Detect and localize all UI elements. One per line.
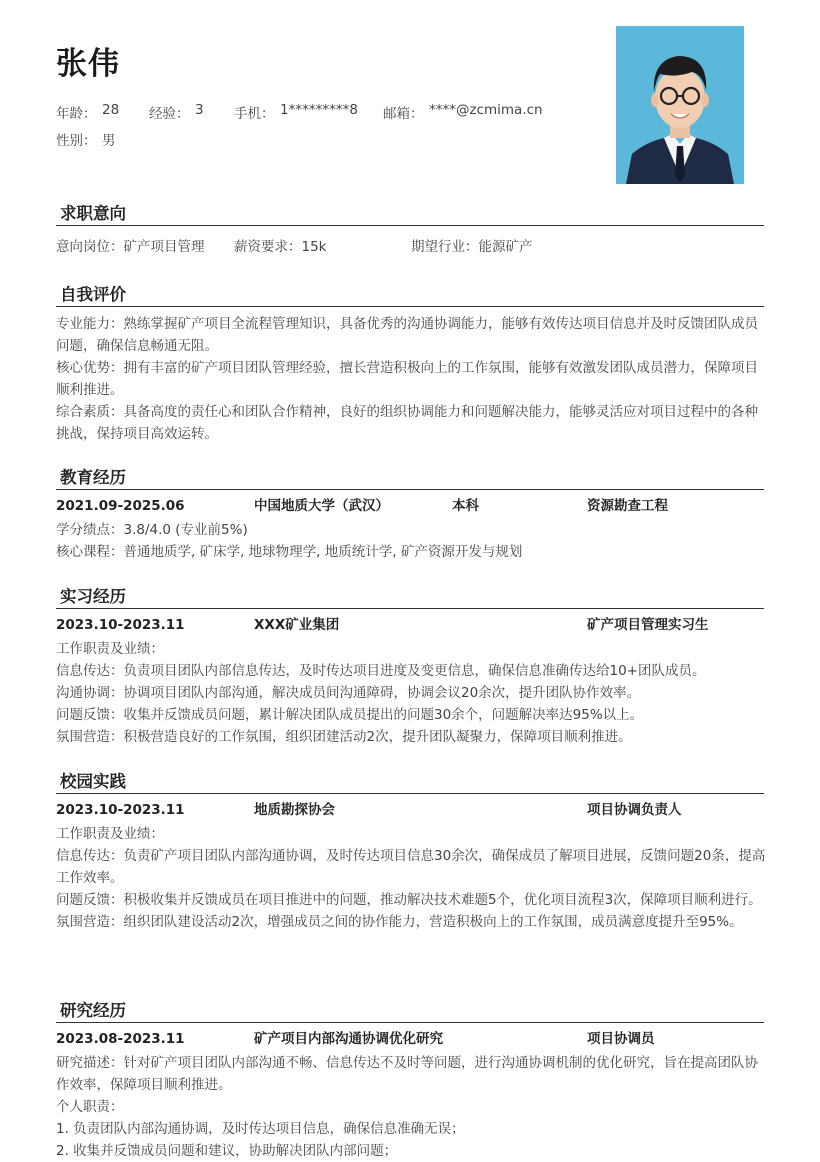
education-courses: 核心课程：普通地质学, 矿床学, 地球物理学, 地质统计学, 矿产资源开发与规划 (56, 544, 523, 560)
research-duty-item: 1. 负责团队内部沟通协调，及时传达项目信息，确保信息准确无误； (56, 1121, 465, 1137)
age-value: 28 (102, 102, 120, 118)
internship-org: XXX矿业集团 (254, 617, 340, 633)
section-title-intent: 求职意向 (60, 204, 126, 223)
section-title-internship: 实习经历 (60, 587, 126, 606)
email-label: 邮箱： (383, 106, 424, 122)
campus-details (56, 823, 766, 933)
campus-intro: 工作职责及业绩： (56, 826, 164, 842)
intent-row (56, 236, 766, 258)
campus-header-row (56, 799, 766, 821)
self-eval-item: 核心优势：拥有丰富的矿产项目团队管理经验，擅长营造积极向上的工作氛围，能够有效激发团队成员潜力，保障项目顺利推进。 (56, 360, 758, 398)
gender-row (56, 129, 256, 149)
gender-label: 性别： (56, 133, 97, 149)
self-eval-item: 专业能力：熟练掌握矿产项目全流程管理知识，具备优秀的沟通协调能力，能够有效传达项目信息并及时反馈团队成员问题，确保信息畅通无阻。 (56, 316, 758, 354)
age-label: 年龄： (56, 106, 97, 122)
gender-value: 男 (102, 133, 116, 149)
internship-header-row (56, 614, 766, 636)
candidate-name: 张伟 (56, 46, 120, 82)
education-date: 2021.09-2025.06 (56, 498, 185, 514)
section-title-research: 研究经历 (60, 1001, 126, 1020)
section-divider (56, 225, 764, 226)
profile-photo (616, 26, 744, 184)
experience-label: 经验： (149, 106, 190, 122)
research-role: 项目协调员 (587, 1031, 655, 1047)
research-topic: 矿产项目内部沟通协调优化研究 (254, 1031, 443, 1047)
internship-intro: 工作职责及业绩： (56, 641, 164, 657)
internship-item: 氛围营造：积极营造良好的工作氛围，组织团建活动2次，提升团队凝聚力，保障项目顺利推进。 (56, 729, 632, 745)
section-divider (56, 608, 764, 609)
research-duty-item: 2. 收集并反馈成员问题和建议，协助解决团队内部问题； (56, 1143, 398, 1159)
internship-item: 信息传达：负责项目团队内部信息传达，及时传达项目进度及变更信息，确保信息准确传达给10+团队成员。 (56, 663, 706, 679)
education-gpa: 学分绩点：3.8/4.0 (专业前5%) (56, 522, 248, 538)
phone-value: 1*********8 (280, 102, 358, 118)
self-eval-item: 综合素质：具备高度的责任心和团队合作精神，良好的组织协调能力和问题解决能力，能够灵活应对项目过程中的各种挑战，保持项目高效运转。 (56, 404, 758, 442)
internship-details (56, 638, 766, 748)
email-value: ****@zcmima.cn (429, 102, 543, 118)
research-details (56, 1052, 766, 1162)
campus-item: 信息传达：负责矿产项目团队内部沟通协调，及时传达项目信息30余次，确保成员了解项目进展，反馈问题20条，提高工作效率。 (56, 848, 766, 886)
internship-item: 沟通协调：协调项目团队内部沟通，解决成员间沟通障碍，协调会议20余次，提升团队协作效率。 (56, 685, 641, 701)
campus-role: 项目协调负责人 (587, 802, 682, 818)
internship-role: 矿产项目管理实习生 (587, 617, 709, 633)
section-divider (56, 489, 764, 490)
section-divider (56, 306, 764, 307)
self-eval-paragraph (56, 313, 766, 445)
education-school: 中国地质大学（武汉） (254, 498, 389, 514)
section-divider (56, 1022, 764, 1023)
basic-info-row (56, 102, 596, 122)
education-major: 资源勘查工程 (587, 498, 668, 514)
education-header-row (56, 495, 766, 517)
campus-item: 问题反馈：积极收集并反馈成员在项目推进中的问题，推动解决技术难题5个，优化项目流程3次，保障项目顺利进行。 (56, 892, 762, 908)
experience-value: 3 (195, 102, 204, 118)
section-title-education: 教育经历 (60, 468, 126, 487)
internship-date: 2023.10-2023.11 (56, 617, 185, 633)
campus-item: 氛围营造：组织团队建设活动2次，增强成员之间的协作能力，营造积极向上的工作氛围，成员满意度提升至95%。 (56, 914, 743, 930)
section-title-campus: 校园实践 (60, 772, 126, 791)
research-header-row (56, 1028, 766, 1050)
campus-date: 2023.10-2023.11 (56, 802, 185, 818)
intent-industry: 期望行业：能源矿产 (411, 239, 533, 255)
intent-salary: 薪资要求：15k (234, 239, 327, 255)
phone-label: 手机： (234, 106, 275, 122)
intent-position: 意向岗位：矿产项目管理 (56, 239, 205, 255)
research-date: 2023.08-2023.11 (56, 1031, 185, 1047)
research-description: 研究描述：针对矿产项目团队内部沟通不畅、信息传达不及时等问题，进行沟通协调机制的优化研究，旨在提高团队协作效率，保障项目顺利推进。 (56, 1055, 758, 1093)
portrait-illustration (616, 26, 744, 184)
research-duty-label: 个人职责： (56, 1099, 124, 1115)
section-divider (56, 793, 764, 794)
education-degree: 本科 (452, 498, 479, 514)
campus-org: 地质勘探协会 (254, 802, 335, 818)
section-title-self-eval: 自我评价 (60, 285, 126, 304)
internship-item: 问题反馈：收集并反馈成员问题，累计解决团队成员提出的问题30余个，问题解决率达95%以上。 (56, 707, 644, 723)
